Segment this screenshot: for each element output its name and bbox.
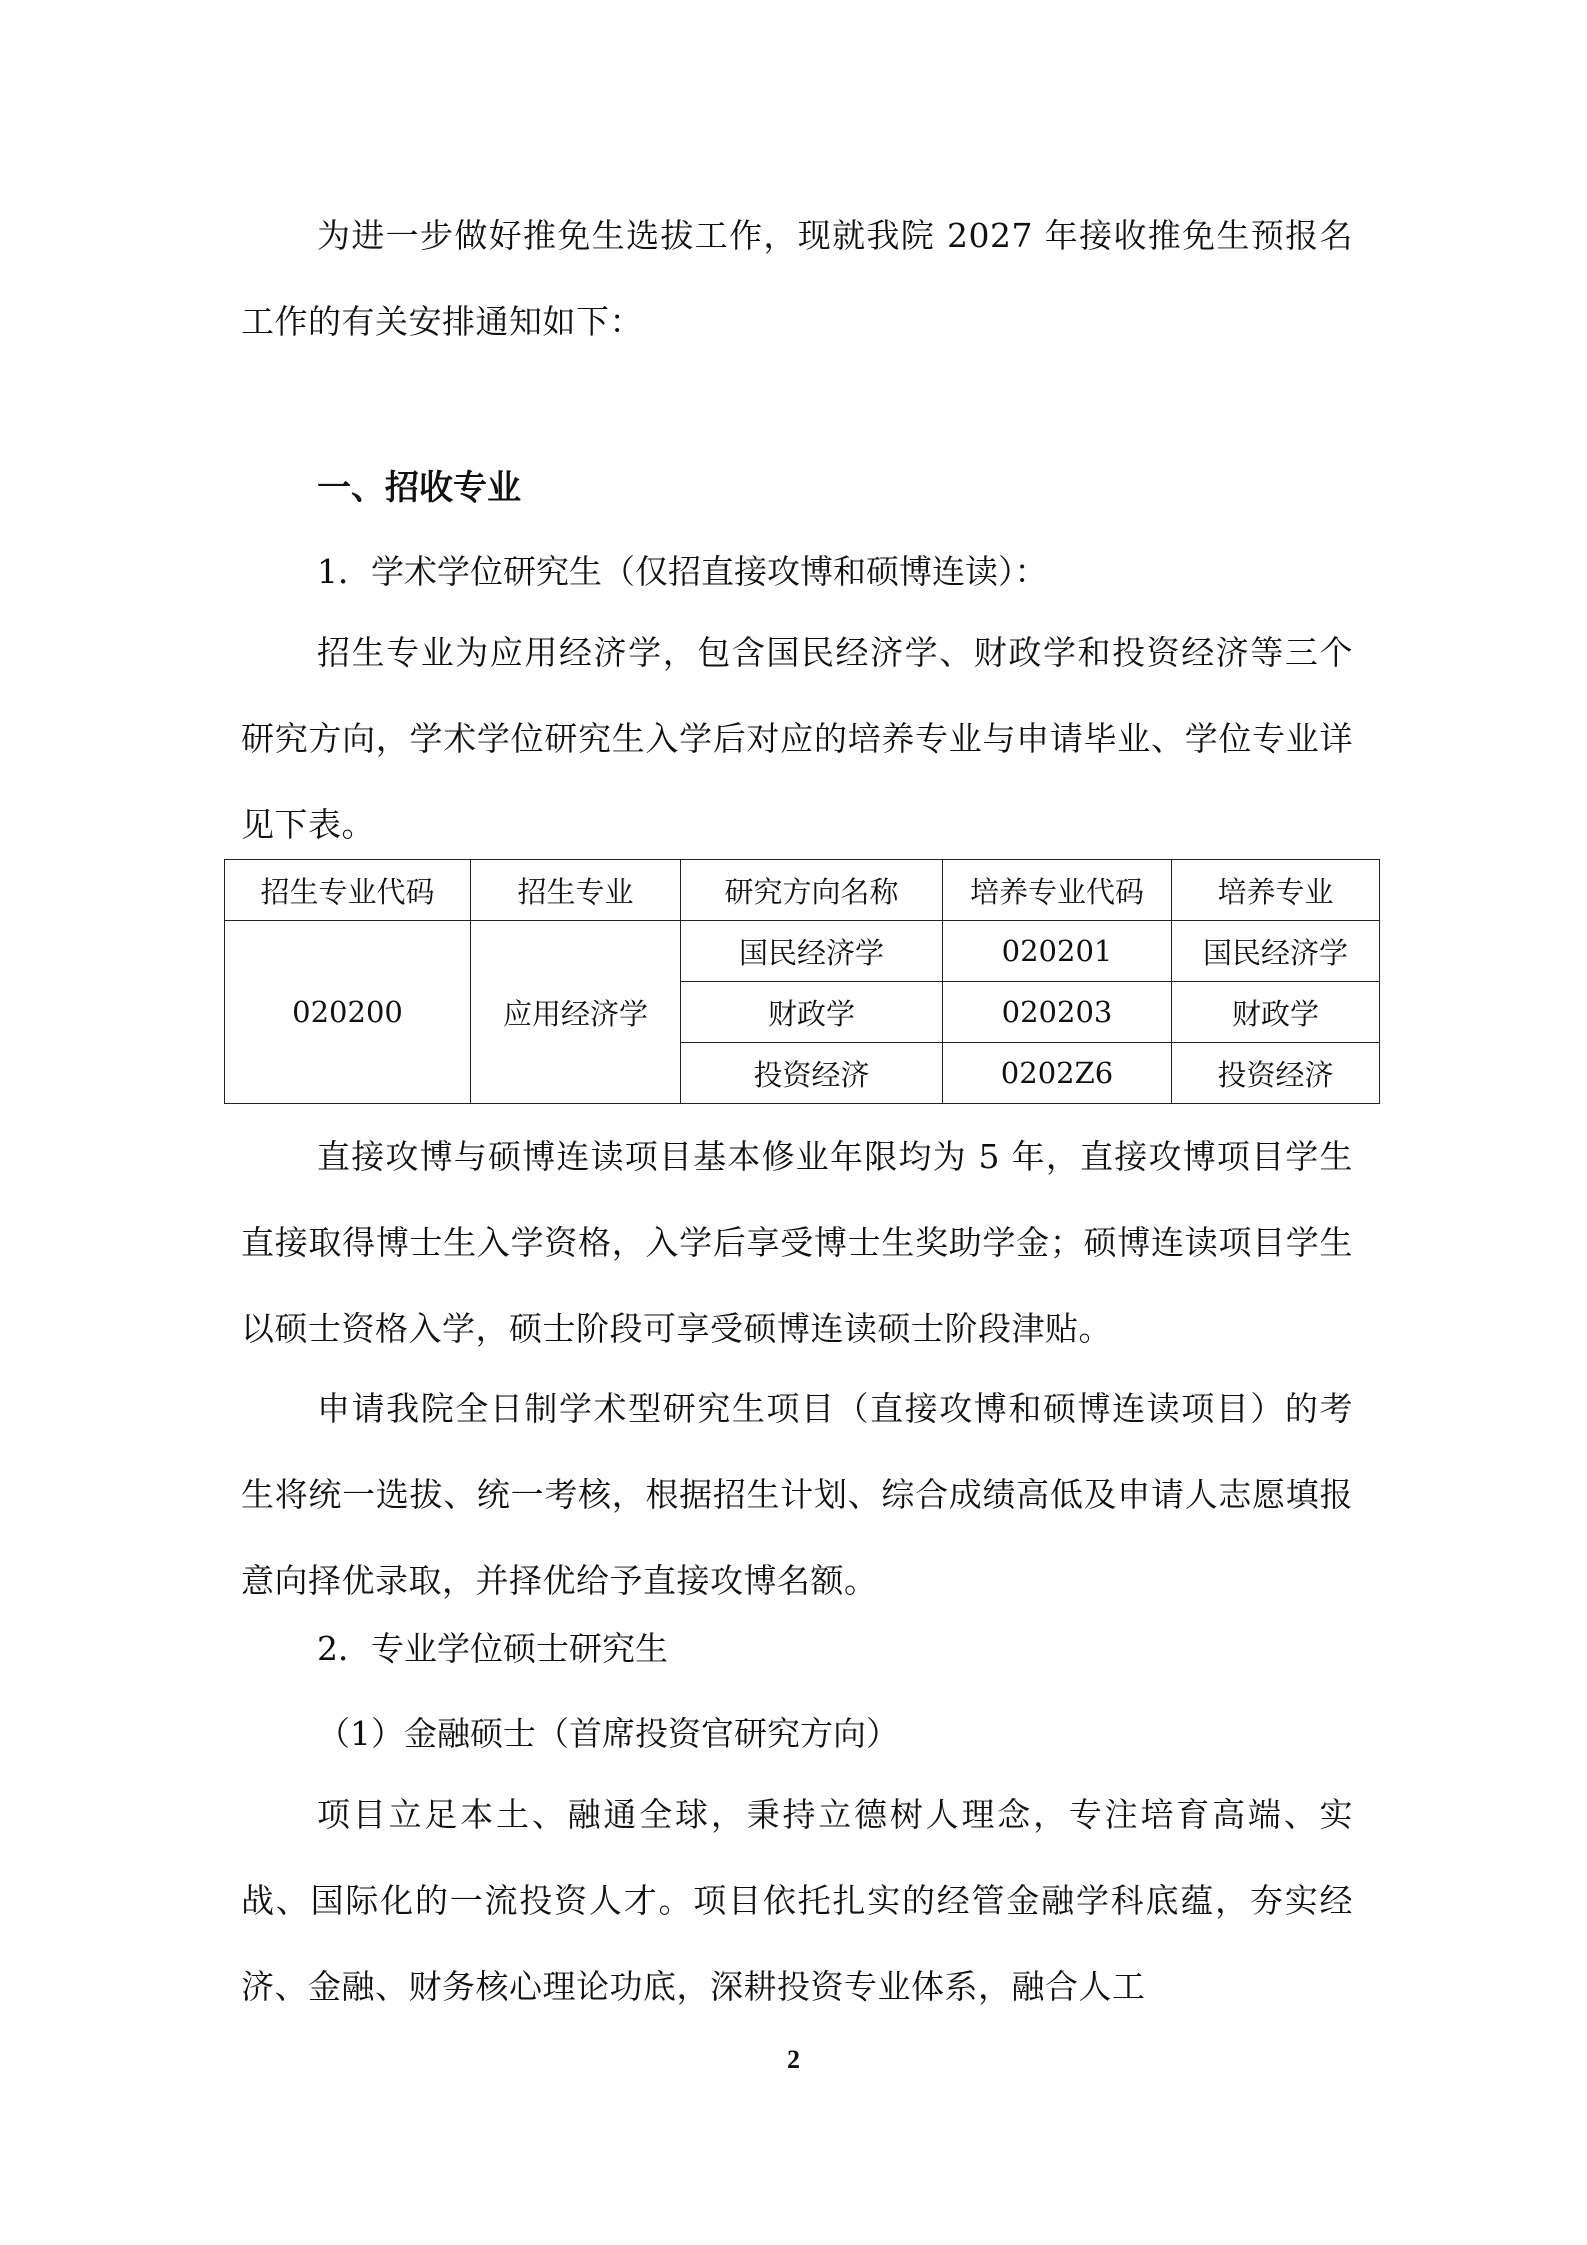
academic-paragraph-1: 招生专业为应用经济学，包含国民经济学、财政学和投资经济等三个研究方向，学术学位研究生入学后对应的培养专业与申请毕业、学位专业详见下表。 xyxy=(241,633,1353,844)
train-major-cell: 国民经济学 xyxy=(1172,921,1380,982)
train-code-cell: 0202Z6 xyxy=(943,1043,1172,1104)
academic-paragraph-2: 直接攻博与硕博连读项目基本修业年限均为 5 年，直接攻博项目学生直接取得博士生入学资格，入学后享受博士生奖助学金；硕博连读项目学生以硕士资格入学，硕士阶段可享受硕博连读硕士阶段津贴。 xyxy=(241,1137,1353,1348)
table-header-cell: 培养专业代码 xyxy=(943,860,1172,921)
train-major-cell: 投资经济 xyxy=(1172,1043,1380,1104)
train-code-cell: 020201 xyxy=(943,921,1172,982)
finance-master-paragraph: 项目立足本土、融通全球，秉持立德树人理念，专注培育高端、实战、国际化的一流投资人才。项目依托扎实的经管金融学科底蕴，夯实经济、金融、财务核心理论功底，深耕投资专业体系，融合人工 xyxy=(241,1795,1353,2006)
majors-table xyxy=(224,859,1380,1104)
academic-degree-title: 1．学术学位研究生（仅招直接攻博和硕博连读）： xyxy=(317,552,1048,591)
direction-cell: 财政学 xyxy=(681,982,943,1043)
train-major-cell: 财政学 xyxy=(1172,982,1380,1043)
table-header-cell: 招生专业 xyxy=(471,860,681,921)
finance-master-title: （1）金融硕士（首席投资官研究方向） xyxy=(317,1714,899,1753)
section-heading-majors: 一、招收专业 xyxy=(317,468,521,508)
table-header-cell: 招生专业代码 xyxy=(225,860,471,921)
professional-degree-title: 2．专业学位硕士研究生 xyxy=(317,1629,668,1668)
page-number: 2 xyxy=(787,2045,800,2074)
academic-paragraph-3: 申请我院全日制学术型研究生项目（直接攻博和硕博连读项目）的考生将统一选拔、统一考核，根据招生计划、综合成绩高低及申请人志愿填报意向择优录取，并择优给予直接攻博名额。 xyxy=(241,1389,1353,1600)
direction-cell: 投资经济 xyxy=(681,1043,943,1104)
table-row xyxy=(225,921,1380,982)
table-header-cell: 研究方向名称 xyxy=(681,860,943,921)
enroll-major-cell: 应用经济学 xyxy=(471,921,681,1104)
table-header-cell: 培养专业 xyxy=(1172,860,1380,921)
direction-cell: 国民经济学 xyxy=(681,921,943,982)
table-header-row xyxy=(225,860,1380,921)
enroll-code-cell: 020200 xyxy=(225,921,471,1104)
train-code-cell: 020203 xyxy=(943,982,1172,1043)
intro-paragraph: 为进一步做好推免生选拔工作，现就我院 2027 年接收推免生预报名工作的有关安排通知如下： xyxy=(241,216,1353,341)
